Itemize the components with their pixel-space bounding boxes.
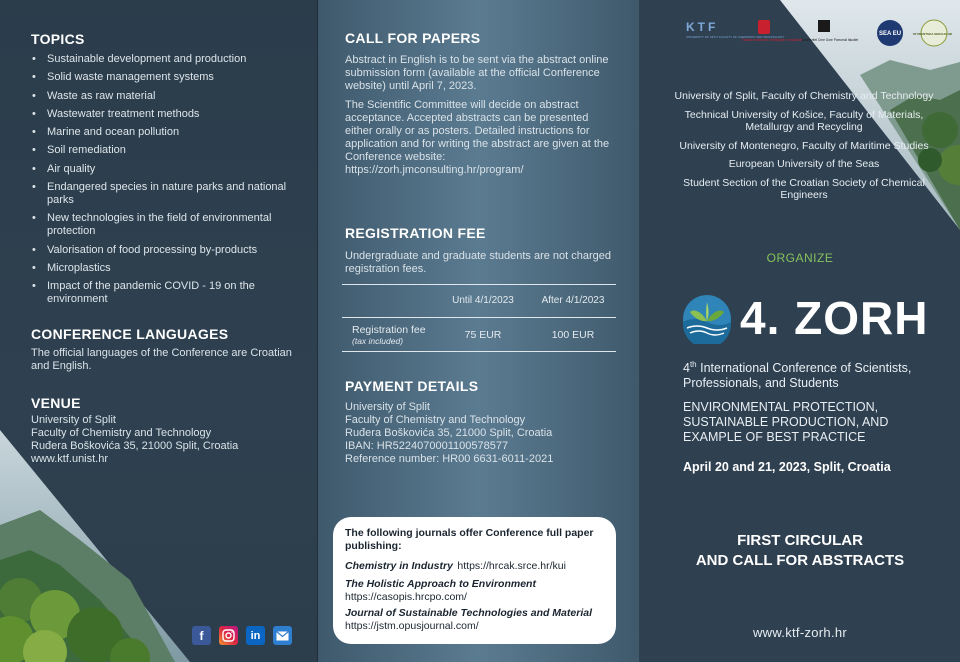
languages-text: The official languages of the Conference are Croatian and English. (31, 347, 292, 372)
organizer-item: University of Split, Faculty of Chemistry and Technology (674, 90, 934, 102)
list-item: • Waste as raw material (31, 90, 301, 103)
table-row (342, 318, 616, 352)
organizer-item: Student Section of the Croatian Society of Chemical Engineers (683, 176, 925, 201)
payment-details (345, 401, 615, 466)
payment-iban: IBAN: HR5224070001100578577 (345, 440, 509, 452)
list-item: • Sustainable development and production (31, 53, 301, 66)
student-section-logo (913, 20, 952, 46)
venue-line: University of Split (31, 414, 116, 426)
languages-heading: CONFERENCE LANGUAGES (31, 326, 229, 342)
montenegro-logo (802, 20, 858, 42)
journal-link[interactable]: https://hrcak.srce.hr/kui (457, 560, 566, 572)
conference-date: April 20 and 21, 2023, Split, Croatia (683, 460, 891, 474)
kosice-logo (742, 20, 802, 42)
website-link[interactable]: www.ktf-zorh.hr (752, 625, 848, 640)
conference-full-name (683, 361, 943, 391)
student-logo-text: STUDENTSKA SEKCIJA HDKI (912, 32, 952, 36)
journal-title: The Holistic Approach to Environment (345, 578, 536, 590)
cfp-paragraph-2: The Scientific Committee will decide on abstract acceptance. Accepted abstracts can be presented either orally or as posters. Detailed instructions for application and for writing the abstract are given at the Conference website: https://zorh.jmconsulting.hr/program/ (345, 99, 610, 176)
social-links (192, 626, 292, 645)
kosice-logo-text: Fakulta materiálov, metalurgie a recyklácie (742, 38, 803, 42)
journal-title: Journal of Sustainable Technologies and Material (345, 607, 592, 619)
organizer-item: University of Montenegro, Faculty of Maritime Studies (679, 139, 929, 152)
venue-heading: VENUE (31, 395, 81, 411)
journal-title: Chemistry in Industry (345, 560, 453, 572)
journals-heading: The following journals offer Conference full paper publishing: (345, 527, 594, 552)
middle-panel (318, 0, 640, 662)
registration-fee-heading: REGISTRATION FEE (345, 225, 486, 241)
facebook-icon[interactable]: f (192, 626, 211, 645)
list-item: • Marine and ocean pollution (31, 126, 301, 139)
left-panel (0, 0, 318, 662)
ktf-logo-sub: UNIVERSITY OF SPLIT FACULTY OF CHEMISTRY AND TECHNOLOGY (686, 35, 785, 39)
journal-item (345, 578, 606, 603)
circular-line: AND CALL FOR ABSTRACTS (695, 552, 905, 569)
fee-row-label (342, 324, 436, 346)
email-icon[interactable] (273, 626, 292, 645)
fee-table-header (342, 284, 616, 318)
venue-line: Ruđera Boškovića 35, 21000 Split, Croatia (31, 440, 239, 452)
payment-line: University of Split (345, 401, 430, 413)
journal-link[interactable]: https://jstm.opusjournal.com/ (345, 619, 479, 632)
organizers-list (660, 90, 948, 208)
list-item: • New technologies in the field of environmental protection (31, 212, 301, 238)
fee-table (342, 284, 616, 352)
fee-until-value: 75 EUR (464, 328, 502, 341)
fee-after-value: 100 EUR (551, 328, 595, 341)
cfp-paragraph-1: Abstract in English is to be sent via the abstract online submission form (available at the official Conference website) until April 7, 2023. (345, 54, 609, 92)
organizer-item: Technical University of Košice, Faculty of Materials, Metallurgy and Recycling (684, 108, 924, 133)
list-item: • Air quality (31, 163, 301, 176)
list-item: • Impact of the pandemic COVID - 19 on the environment (31, 280, 301, 306)
fee-note: (tax included) (352, 335, 404, 346)
conference-title: 4. ZORH (740, 292, 929, 344)
conference-number: 4 (683, 361, 690, 375)
partner-logos (662, 18, 952, 52)
montenegro-logo-text: Univerzitet Crne Gore Pomorski fakultet (802, 38, 859, 42)
registration-note: Undergraduate and graduate students are not charged registration fees. (345, 250, 612, 275)
payment-details-heading: PAYMENT DETAILS (345, 378, 479, 394)
organizer-item: European University of the Seas (728, 158, 880, 170)
zorh-logo-icon (682, 294, 732, 344)
topics-list (31, 53, 301, 312)
until-column-header: Until 4/1/2023 (452, 295, 514, 306)
list-item: • Wastewater treatment methods (31, 108, 301, 121)
linkedin-icon[interactable]: in (246, 626, 265, 645)
journals-box (333, 517, 616, 644)
circular-title (640, 531, 960, 571)
ktf-logo-text: KTF (686, 20, 719, 34)
payment-line: Ruđera Boškovića 35, 21000 Split, Croatia (345, 427, 553, 439)
list-item: • Solid waste management systems (31, 71, 301, 84)
organize-label: ORGANIZE (766, 251, 834, 265)
venue-line: Faculty of Chemistry and Technology (31, 427, 212, 439)
instagram-icon[interactable] (219, 626, 238, 645)
venue-website-link[interactable]: www.ktf.unist.hr (31, 453, 109, 465)
conference-theme: ENVIRONMENTAL PROTECTION, SUSTAINABLE PRODUCTION, AND EXAMPLE OF BEST PRACTICE (683, 400, 889, 444)
journal-link[interactable]: https://casopis.hrcpo.com/ (345, 590, 467, 603)
call-for-papers-heading: CALL FOR PAPERS (345, 30, 481, 46)
cover-panel (640, 0, 960, 662)
payment-reference: Reference number: HR00 6631-6011-2021 (345, 453, 554, 465)
list-item: • Valorisation of food processing by-products (31, 244, 301, 257)
list-item: • Endangered species in nature parks and national parks (31, 181, 301, 207)
fee-label: Registration fee (352, 323, 426, 336)
journal-item (345, 556, 606, 574)
conference-ordinal: th (689, 359, 697, 369)
topics-heading: TOPICS (31, 31, 85, 47)
after-column-header: After 4/1/2023 (541, 295, 605, 306)
list-item: • Microplastics (31, 262, 301, 275)
circular-line: FIRST CIRCULAR (737, 532, 863, 549)
sea-eu-logo (877, 20, 903, 46)
list-item: • Soil remediation (31, 144, 301, 157)
sea-eu-logo-text: SEA EU (878, 31, 902, 37)
journal-item (345, 607, 606, 632)
venue-address (31, 414, 301, 466)
payment-line: Faculty of Chemistry and Technology (345, 414, 526, 426)
conference-name-text: International Conference of Scientists, Professionals, and Students (683, 361, 912, 390)
